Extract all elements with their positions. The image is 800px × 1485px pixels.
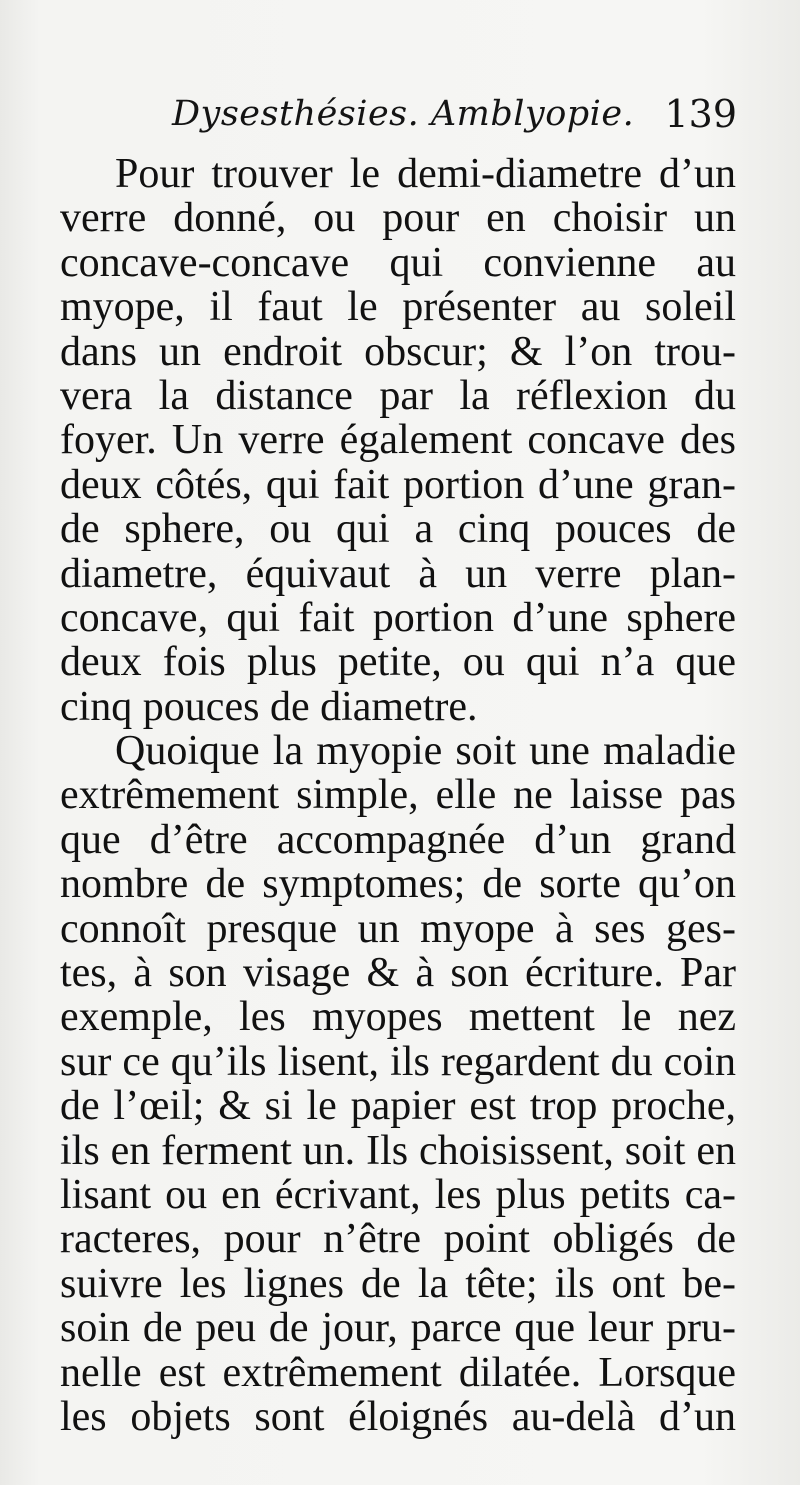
text-line: racteres, pour n’être point obligés de [60, 1216, 736, 1263]
text-line: diametre, équivaut à un verre plan- [60, 550, 736, 597]
text-line: Quoique la myopie soit une maladie [115, 728, 736, 775]
text-line: cinq pouces de diametre. [60, 683, 478, 730]
text-line: lisant ou en écrivant, les plus petits ca- [60, 1171, 736, 1218]
text-line: de l’œil; & si le papier est trop proche, [60, 1083, 736, 1130]
text-line: sur ce qu’ils lisent, ils regardent du coin [60, 1038, 736, 1085]
text-line: deux fois plus petite, ou qui n’a que [60, 639, 736, 686]
text-line: que d’être accompagnée d’un grand [60, 816, 736, 863]
text-line: dans un endroit obscur; & l’on trou- [60, 328, 736, 375]
text-line: soin de peu de jour, parce que leur pru- [60, 1305, 736, 1352]
text-line: myope, il faut le présenter au soleil [60, 284, 736, 331]
text-line: nombre de symptomes; de sorte qu’on [60, 861, 736, 908]
text-line: connoît presque un myope à ses ges- [60, 905, 736, 952]
text-line: ils en ferment un. Ils choisissent, soit en [60, 1127, 736, 1174]
text-line: concave, qui fait portion d’une sphere [60, 594, 736, 641]
text-line: tes, à son visage & à son écriture. Par [60, 950, 736, 997]
text-line: concave-concave qui convienne au [60, 239, 736, 286]
text-line: verre donné, ou pour en choisir un [60, 195, 736, 242]
text-line: vera la distance par la réflexion du [60, 372, 736, 419]
text-line: de sphere, ou qui a cinq pouces de [60, 506, 736, 553]
text-line: Pour trouver le demi-diametre d’un [115, 151, 736, 197]
body-text [60, 152, 736, 1439]
text-line: exemple, les myopes mettent le nez [60, 994, 736, 1041]
page-header [172, 88, 737, 148]
page-number: 139 [664, 92, 737, 136]
running-title: Dysesthésies. Amblyopie. [172, 94, 635, 134]
text-line: nelle est extrêmement dilatée. Lorsque [60, 1349, 736, 1396]
text-line: les objets sont éloignés au-delà d’un [60, 1393, 736, 1440]
text-line: deux côtés, qui fait portion d’une gran- [60, 461, 736, 508]
text-line: suivre les lignes de la tête; ils ont be- [60, 1260, 736, 1307]
text-line: foyer. Un verre également concave des [60, 417, 736, 464]
text-line: extrêmement simple, elle ne laisse pas [60, 772, 736, 819]
